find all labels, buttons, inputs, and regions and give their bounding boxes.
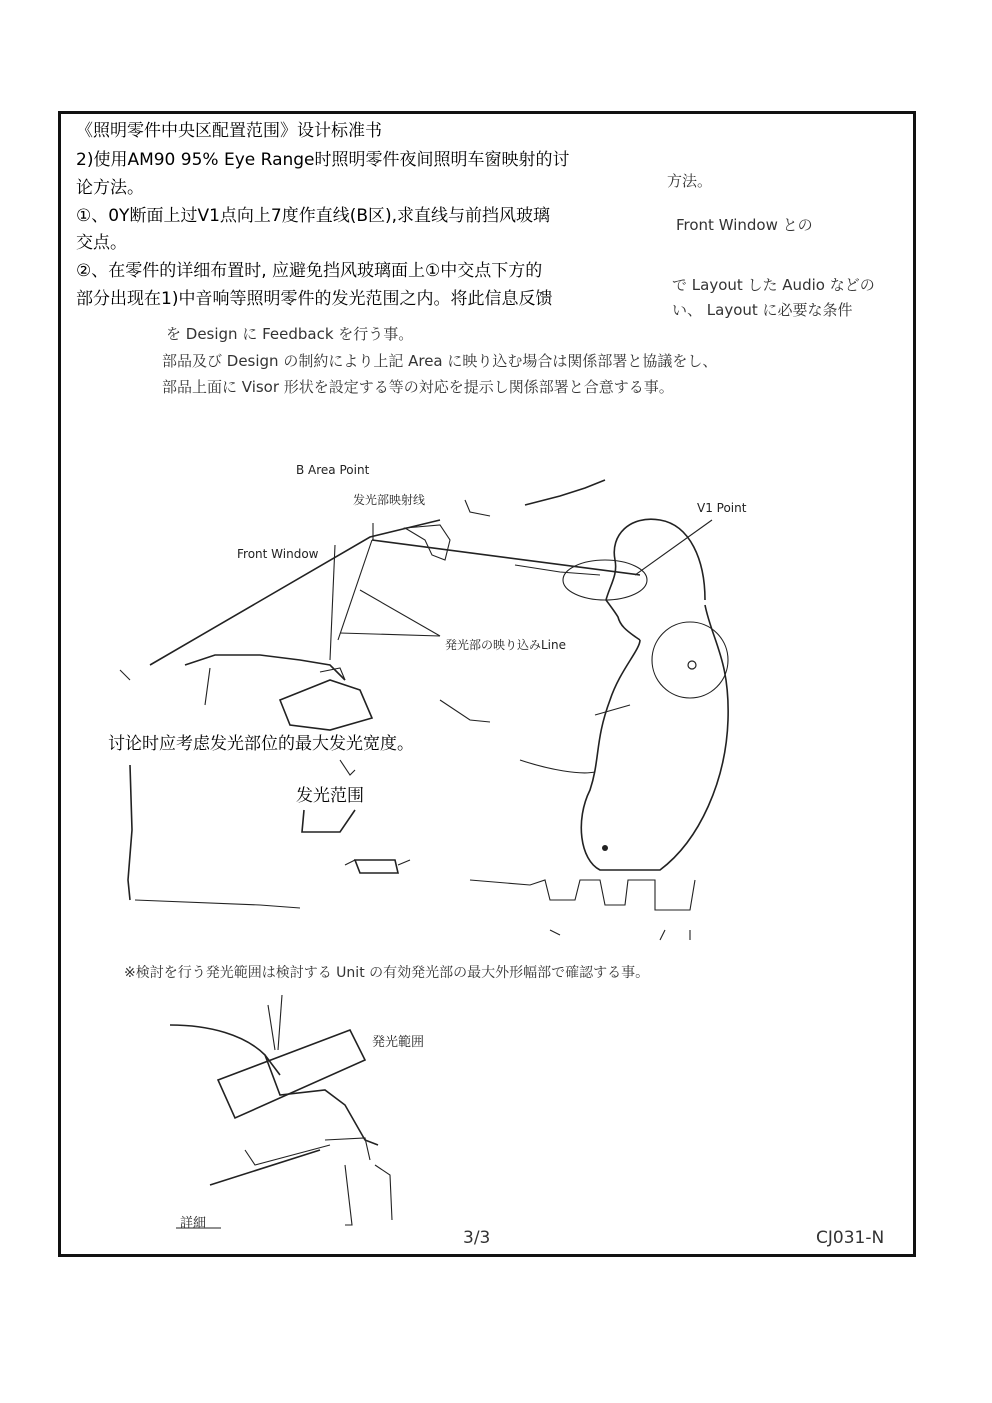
eye-range-ellipse (563, 560, 647, 600)
step-two-line: ②、在零件的详细布置时, 应避免挡风玻璃面上①中交点下方的 (76, 261, 543, 281)
max-width-note: 讨论时应考虑发光部位的最大发光宽度。 (108, 731, 414, 757)
japanese-paragraph-line: 部品及び Design の制約により上記 Area に映り込む場合は関係部署と協議をし、 (162, 352, 718, 370)
roof-line (525, 480, 605, 505)
page-number: 3/3 (463, 1228, 491, 1248)
reflection-in-line-label: 発光部の映り込みLine (445, 638, 567, 652)
section-heading-line: 2)使用AM90 95% Eye Range时照明零件夜间照明车窗映射的讨 (76, 150, 570, 170)
footnote: ※検討を行う発光範囲は検討する Unit の有効発光部の最大外形幅部で確認する事。 (124, 965, 650, 981)
detail-label: 詳細 (180, 1216, 207, 1231)
detail-emission-block (218, 1030, 365, 1118)
step-two-line: 部分出现在1)中音响等照明零件的发光范围之内。将此信息反馈 (76, 289, 553, 309)
document-code: CJ031-N (816, 1228, 885, 1248)
reflection-line-label: 发光部映射线 (353, 493, 426, 507)
emission-range-label: 发光范围 (296, 783, 364, 809)
japanese-fragment: い、 Layout に必要な条件 (672, 301, 853, 319)
section-heading-line: 论方法。 (76, 178, 144, 198)
detail-emission-range-label: 発光範囲 (372, 1035, 425, 1050)
japanese-paragraph-line: を Design に Feedback を行う事。 (166, 325, 414, 343)
v1-point-label: V1 Point (697, 501, 747, 515)
japanese-paragraph-line: 部品上面に Visor 形状を設定する等の対応を提示し関係部署と合意する事。 (162, 378, 674, 396)
japanese-fragment: Front Window との (676, 216, 813, 234)
step-one-line: ①、0Y断面上过V1点向上7度作直线(B区),求直线与前挡风玻璃 (76, 206, 551, 226)
document-title: 《照明零件中央区配置范围》设计标准书 (76, 121, 382, 141)
reflection-line (372, 540, 640, 575)
front-window-label: Front Window (237, 547, 319, 561)
emission-unit-outline (355, 860, 398, 873)
step-one-line: 交点。 (76, 233, 127, 253)
front-window-line (150, 520, 440, 665)
detail-windshield (170, 1025, 280, 1075)
japanese-fragment: で Layout した Audio などの (672, 276, 875, 294)
japanese-fragment: 方法。 (667, 172, 713, 190)
b-area-point-label: B Area Point (296, 463, 370, 477)
audio-unit (280, 680, 372, 730)
